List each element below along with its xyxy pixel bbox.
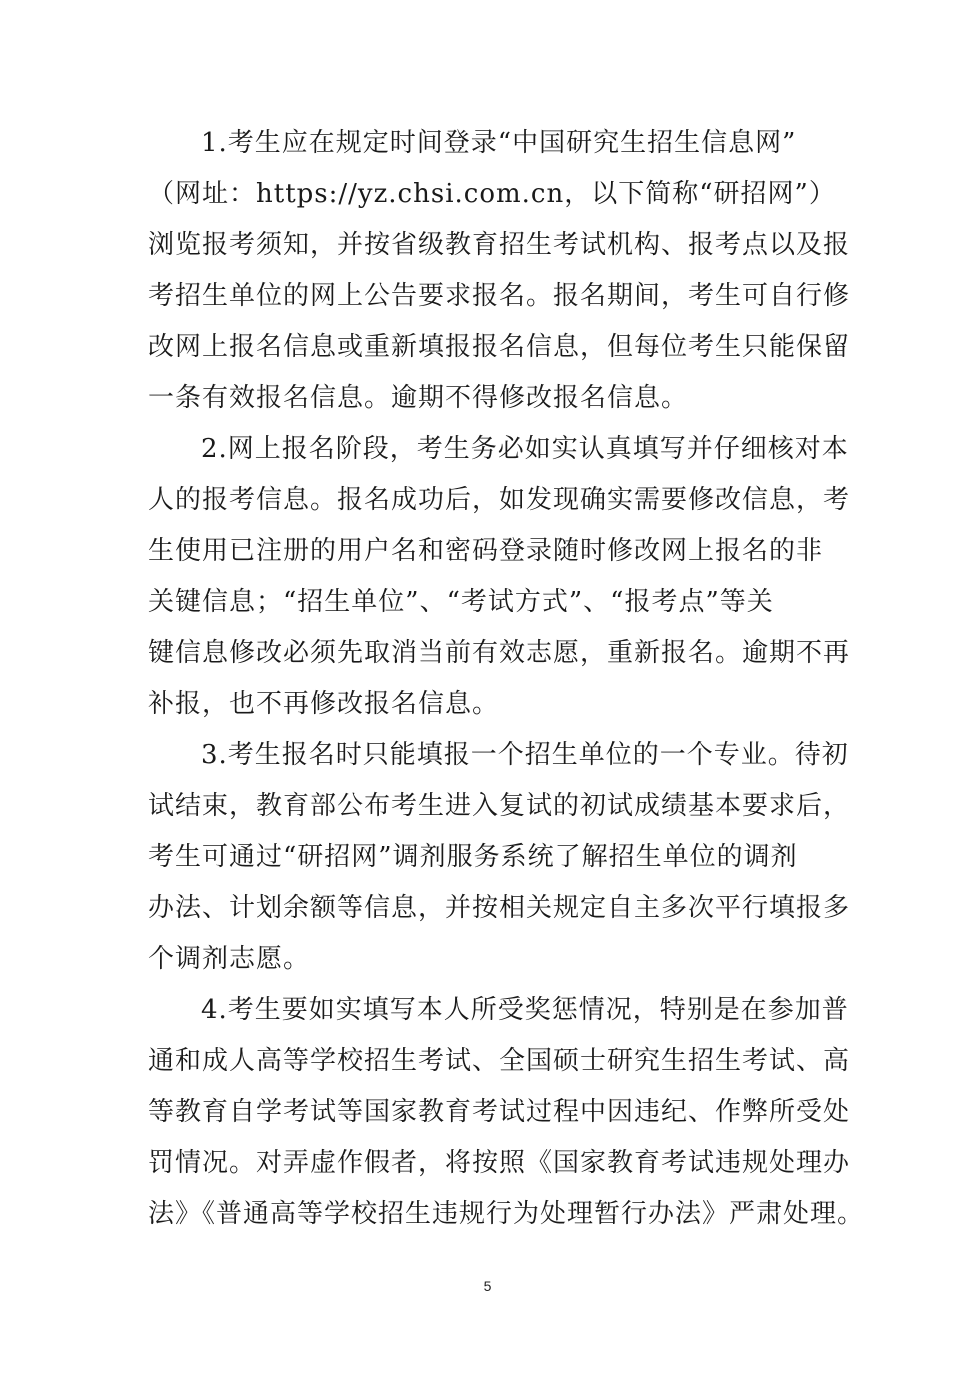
text-line: 生使用已注册的用户名和密码登录随时修改网上报名的非	[148, 536, 824, 566]
text-line: （网址：https://yz.chsi.com.cn，以下简称“研招网”）	[148, 179, 836, 209]
text-line: 改网上报名信息或重新填报报名信息，但每位考生只能保留	[148, 332, 851, 362]
text-line: 1.考生应在规定时间登录“中国研究生招生信息网”	[201, 128, 797, 158]
text-line: 人的报考信息。报名成功后，如发现确实需要修改信息，考	[148, 485, 851, 515]
text-line: 试结束，教育部公布考生进入复试的初试成绩基本要求后，	[148, 791, 851, 821]
text-line: 考招生单位的网上公告要求报名。报名期间，考生可自行修	[148, 281, 851, 311]
text-line: 考生可通过“研招网”调剂服务系统了解招生单位的调剂	[148, 842, 798, 872]
paragraph-2	[148, 424, 851, 730]
paragraph-4	[148, 985, 865, 1240]
text-line: 个调剂志愿。	[148, 944, 311, 974]
text-line: 2.网上报名阶段，考生务必如实认真填写并仔细核对本	[201, 434, 849, 464]
text-line: 键信息修改必须先取消当前有效志愿，重新报名。逾期不再	[148, 638, 851, 668]
text-line: 3.考生报名时只能填报一个招生单位的一个专业。待初	[201, 740, 849, 770]
paragraph-3	[148, 730, 851, 985]
text-line: 等教育自学考试等国家教育考试过程中因违纪、作弊所受处	[148, 1097, 851, 1127]
text-line: 法》《普通高等学校招生违规行为处理暂行办法》严肃处理。	[148, 1199, 865, 1229]
text-line: 办法、计划余额等信息，并按相关规定自主多次平行填报多	[148, 893, 851, 923]
text-line: 通和成人高等学校招生考试、全国硕士研究生招生考试、高	[148, 1046, 851, 1076]
page-number: 5	[483, 1278, 492, 1294]
text-line: 补报，也不再修改报名信息。	[148, 689, 500, 719]
paragraph-1	[148, 118, 851, 424]
text-line: 罚情况。对弄虚作假者，将按照《国家教育考试违规处理办	[148, 1148, 851, 1178]
text-line: 4.考生要如实填写本人所受奖惩情况，特别是在参加普	[201, 995, 849, 1025]
text-line: 浏览报考须知，并按省级教育招生考试机构、报考点以及报	[148, 230, 851, 260]
text-line: 关键信息；“招生单位”、“考试方式”、“报考点”等关	[148, 587, 774, 617]
text-line: 一条有效报名信息。逾期不得修改报名信息。	[148, 383, 689, 413]
body-text	[148, 118, 865, 1240]
